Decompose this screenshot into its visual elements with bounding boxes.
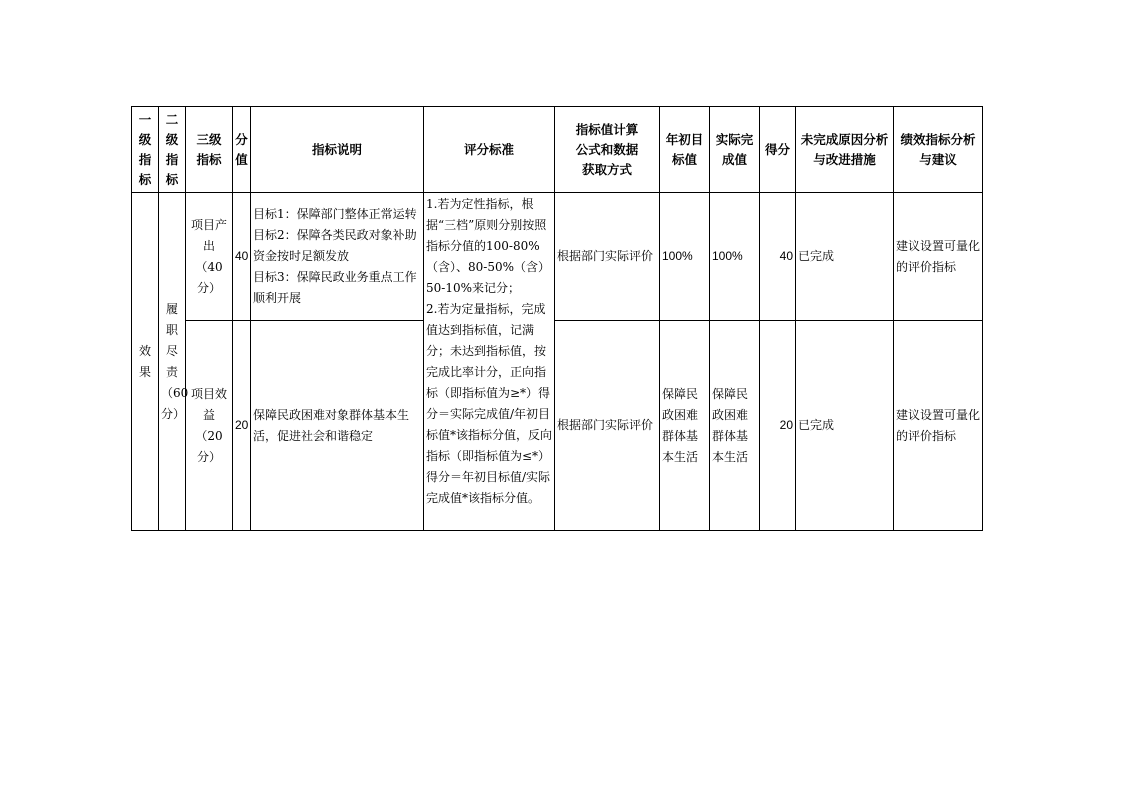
header-row	[132, 107, 983, 193]
suggestion-cell: 建议设置可量化的评价指标	[894, 193, 983, 321]
header-suggestion: 绩效指标分析 与建议	[894, 107, 983, 193]
header-level1: 一 级 指 标	[132, 107, 159, 193]
header-actual: 实际完 成值	[710, 107, 760, 193]
score-cell: 40	[760, 193, 796, 321]
weight-cell: 40	[233, 193, 251, 321]
criteria-cell: 1.若为定性指标，根据“三档”原则分别按照指标分值的100-80%（含）、80-50%（含）50-10%来记分； 2.若为定量指标，完成值达到指标值，记满分；未达到指标值，按完成比率计分，正向指标（即指标值为≥*）得分＝实际完成值/年初目标值*该指标分值，反向指标（即指标值为≤*）得分＝年初目标值/实际完成值*该指标分值。	[424, 193, 555, 531]
description-cell: 目标1：保障部门整体正常运转 目标2：保障各类民政对象补助资金按时足额发放 目标3：保障民政业务重点工作顺利开展	[251, 193, 424, 321]
suggestion-cell: 建议设置可量化的评价指标	[894, 321, 983, 531]
header-description: 指标说明	[251, 107, 424, 193]
level3-cell: 项目产 出 （40 分）	[186, 193, 233, 321]
reason-cell: 已完成	[796, 321, 894, 531]
description-cell: 保障民政困难对象群体基本生活，促进社会和谐稳定	[251, 321, 424, 531]
header-weight: 分 值	[233, 107, 251, 193]
header-level2: 二 级 指 标	[159, 107, 186, 193]
header-criteria: 评分标准	[424, 107, 555, 193]
header-formula: 指标值计算 公式和数据 获取方式	[555, 107, 660, 193]
header-reason: 未完成原因分析 与改进措施	[796, 107, 894, 193]
performance-table	[131, 106, 983, 531]
header-score: 得分	[760, 107, 796, 193]
actual-cell: 100%	[710, 193, 760, 321]
header-target: 年初目 标值	[660, 107, 710, 193]
level3-cell: 项目效 益 （20 分）	[186, 321, 233, 531]
level2-cell: 履职 尽责 （60 分）	[159, 193, 186, 531]
target-cell: 保障民政困难群体基本生活	[660, 321, 710, 531]
header-level3: 三级 指标	[186, 107, 233, 193]
table-row	[132, 321, 983, 531]
table-row	[132, 193, 983, 321]
actual-cell: 保障民政困难群体基本生活	[710, 321, 760, 531]
formula-cell: 根据部门实际评价	[555, 321, 660, 531]
level1-cell: 效 果	[132, 193, 159, 531]
weight-cell: 20	[233, 321, 251, 531]
target-cell: 100%	[660, 193, 710, 321]
score-cell: 20	[760, 321, 796, 531]
reason-cell: 已完成	[796, 193, 894, 321]
formula-cell: 根据部门实际评价	[555, 193, 660, 321]
